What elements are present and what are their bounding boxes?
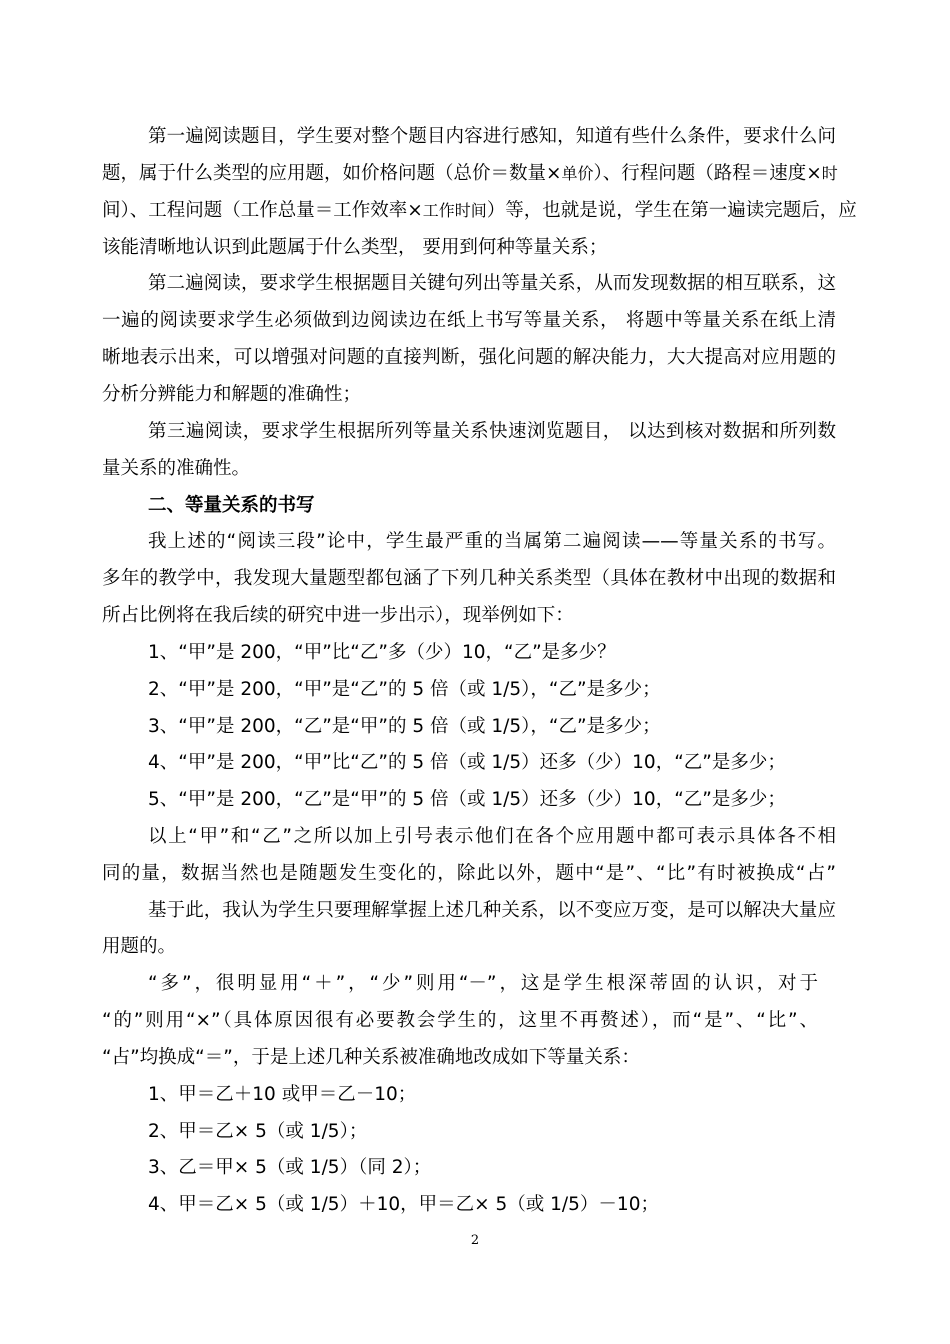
paragraph-6-line-1: 基于此，我认为学生只要理解掌握上述几种关系，以不变应万变，是可以解决大量应 bbox=[148, 900, 836, 921]
paragraph-5-line-1: 以上“甲”和“乙”之所以加上引号表示他们在各个应用题中都可表示具体各不相 bbox=[148, 826, 836, 847]
paragraph-1-line-4: 该能清晰地认识到此题属于什么类型， 要用到何种等量关系； bbox=[102, 237, 608, 258]
example-item-2: 2、“甲”是 200，“甲”是“乙”的 5 倍（或 1/5），“乙”是多少； bbox=[148, 679, 661, 700]
paragraph-5-line-2: 同的量，数据当然也是随题发生变化的，除此以外，题中“是”、“比”有时被换成“占” bbox=[102, 863, 836, 884]
example-item-4: 4、“甲”是 200，“甲”比“乙”的 5 倍（或 1/5）还多（少）10，“乙”是多少； bbox=[148, 752, 786, 773]
text-run: 间 bbox=[102, 200, 121, 221]
paragraph-2-line-3: 晰地表示出来，可以增强对问题的直接判断，强化问题的解决能力，大大提高对应用题的 bbox=[102, 347, 836, 368]
paragraph-4-line-3: 所占比例将在我后续的研究中进一步出示），现举例如下： bbox=[102, 605, 574, 626]
paragraph-3-line-2: 量关系的准确性。 bbox=[102, 458, 251, 479]
text-run-small: 单价 bbox=[561, 164, 594, 183]
paragraph-2-line-2: 一遍的阅读要求学生必须做到边阅读边在纸上书写等量关系， 将题中等量关系在纸上清 bbox=[102, 310, 836, 331]
paragraph-2-line-4: 分析分辨能力和解题的准确性； bbox=[102, 384, 362, 405]
example-item-3: 3、“甲”是 200，“乙”是“甲”的 5 倍（或 1/5），“乙”是多少； bbox=[148, 716, 661, 737]
text-run-small: 工作时间 bbox=[422, 201, 487, 220]
paragraph-7-line-2: “的”则用“×”（具体原因很有必要教会学生的，这里不再赘述），而“是”、“比”、 bbox=[102, 1010, 818, 1031]
paragraph-4-line-1: 我上述的“阅读三段”论中，学生最严重的当属第二遍阅读——等量关系的书写。 bbox=[148, 531, 836, 552]
equation-item-2: 2、甲＝乙× 5（或 1/5）； bbox=[148, 1121, 368, 1142]
text-run: 题，属于什么类型的应用题，如价格问题（总价＝数量× bbox=[102, 163, 562, 184]
paragraph-6-line-2: 用题的。 bbox=[102, 936, 177, 957]
example-item-1: 1、“甲”是 200，“甲”比“乙”多（少）10，“乙”是多少？ bbox=[148, 642, 616, 663]
paragraph-2-line-1: 第二遍阅读，要求学生根据题目关键句列出等量关系，从而发现数据的相互联系，这 bbox=[148, 273, 836, 294]
paragraph-1-line-1: 第一遍阅读题目，学生要对整个题目内容进行感知，知道有些什么条件，要求什么问 bbox=[148, 126, 836, 147]
text-run: ）、工程问题（工作总量＝工作效率× bbox=[120, 200, 423, 221]
paragraph-3-line-1: 第三遍阅读，要求学生根据所列等量关系快速浏览题目， 以达到核对数据和所列数 bbox=[148, 421, 836, 442]
paragraph-7-line-1: “多”，很明显用“＋”，“少”则用“－”，这是学生根深蒂固的认识，对于 bbox=[148, 973, 818, 994]
equation-item-4: 4、甲＝乙× 5（或 1/5）＋10，甲＝乙× 5（或 1/5）－10； bbox=[148, 1194, 659, 1215]
text-run: ）等，也就是说，学生在第一遍读完题后，应 bbox=[486, 200, 857, 221]
paragraph-7-line-3: “占”均换成“＝”，于是上述几种关系被准确地改成如下等量关系： bbox=[102, 1047, 640, 1068]
text-run-small: 时 bbox=[821, 164, 838, 183]
paragraph-1-line-2 bbox=[102, 162, 836, 186]
text-run: ）、行程问题（路程＝速度× bbox=[593, 163, 822, 184]
equation-item-1: 1、甲＝乙＋10 或甲＝乙－10； bbox=[148, 1084, 417, 1105]
paragraph-4-line-2: 多年的教学中，我发现大量题型都包涵了下列几种关系类型（具体在教材中出现的数据和 bbox=[102, 568, 836, 589]
example-item-5: 5、“甲”是 200，“乙”是“甲”的 5 倍（或 1/5）还多（少）10，“乙”是多少； bbox=[148, 789, 786, 810]
section-heading: 二、等量关系的书写 bbox=[148, 495, 315, 516]
paragraph-1-line-3 bbox=[102, 199, 857, 223]
page-number: 2 bbox=[470, 1233, 480, 1248]
equation-item-3: 3、乙＝甲× 5（或 1/5）（同 2）； bbox=[148, 1157, 432, 1178]
